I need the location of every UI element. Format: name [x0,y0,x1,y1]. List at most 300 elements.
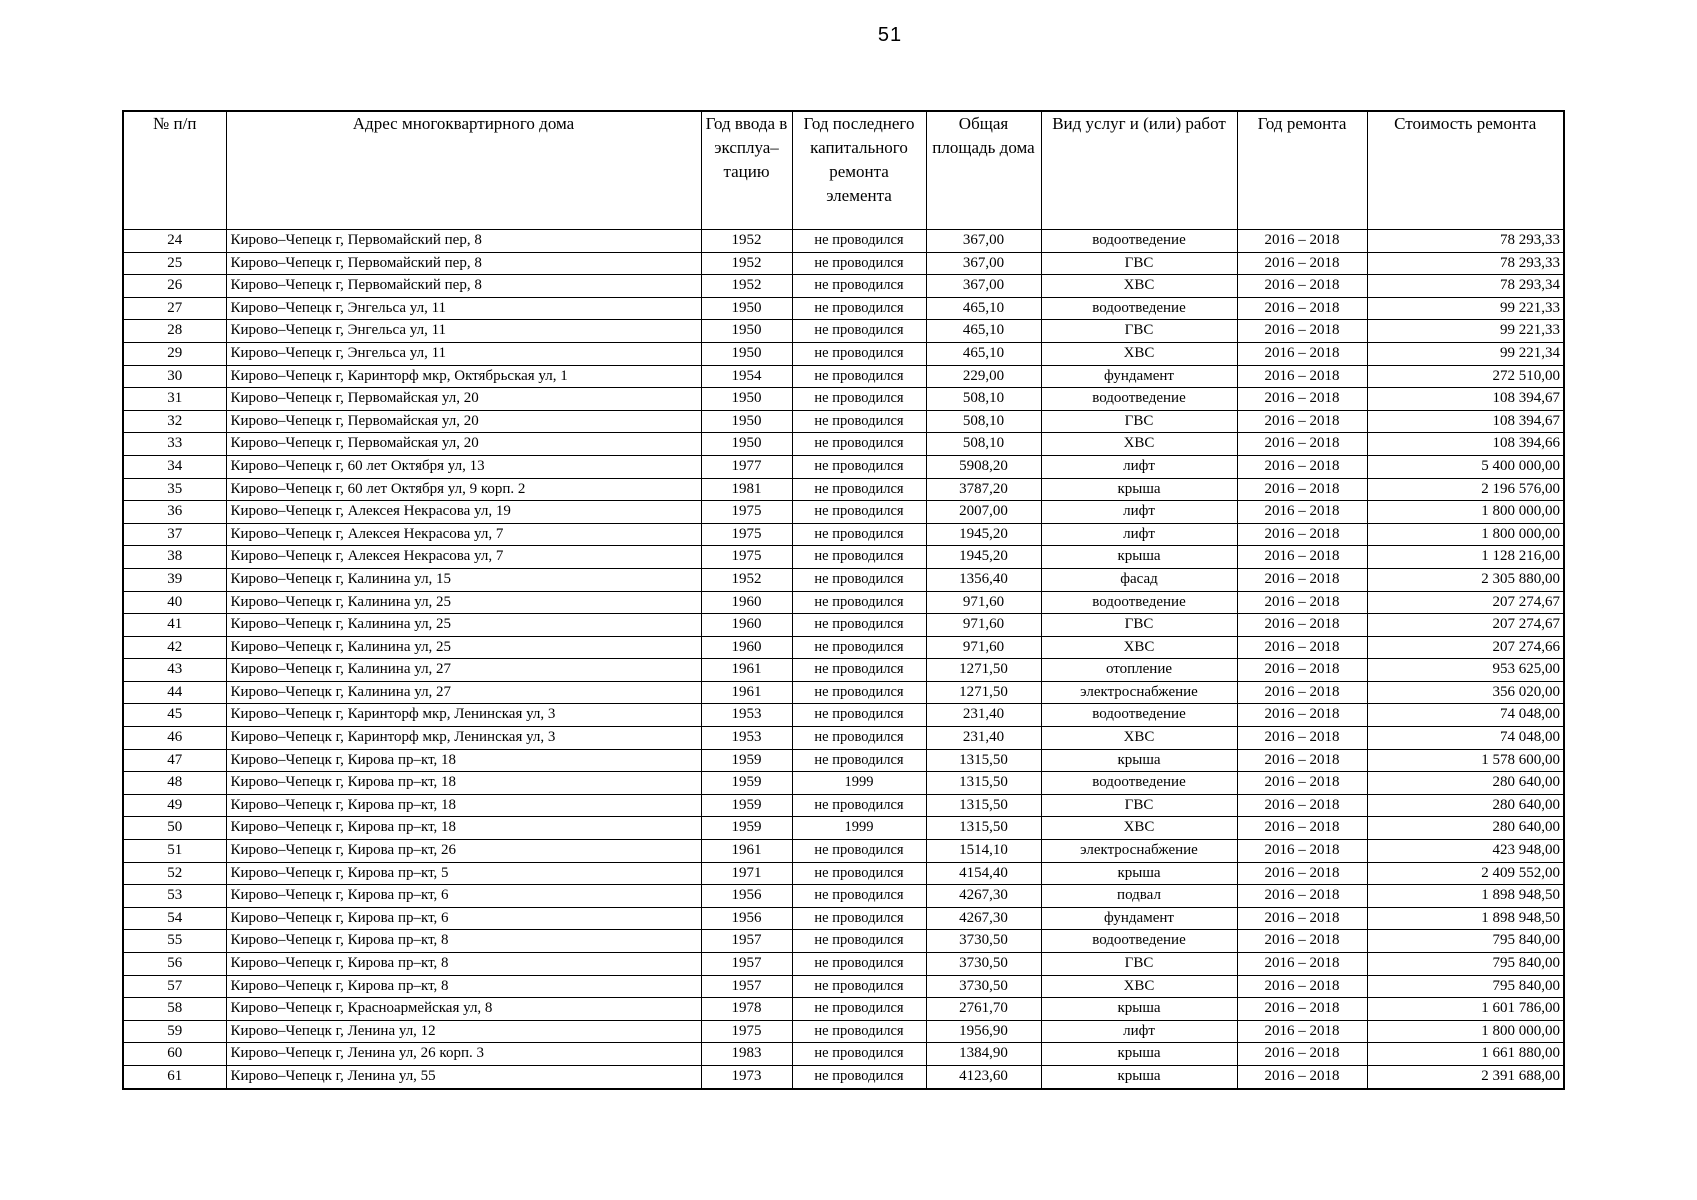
cell-address: Кирово–Чепецк г, Кирова пр–кт, 5 [226,862,701,885]
cell-year-built: 1973 [701,1065,792,1088]
cell-address: Кирово–Чепецк г, Кирова пр–кт, 18 [226,749,701,772]
table-row [123,749,1564,772]
table-row [123,636,1564,659]
table-row [123,433,1564,456]
cell-address: Кирово–Чепецк г, Ленина ул, 26 корп. 3 [226,1043,701,1066]
cell-service: крыша [1041,546,1237,569]
cell-last-repair: 1999 [792,772,926,795]
cell-area: 971,60 [926,614,1041,637]
cell-num: 53 [123,885,226,908]
cell-num: 29 [123,342,226,365]
cell-service: электроснабжение [1041,840,1237,863]
cell-cost: 207 274,67 [1367,614,1564,637]
cell-service: лифт [1041,501,1237,524]
cell-last-repair: не проводился [792,749,926,772]
cell-service: крыша [1041,862,1237,885]
cell-num: 36 [123,501,226,524]
cell-last-repair: 1999 [792,817,926,840]
cell-year-built: 1956 [701,907,792,930]
cell-service: крыша [1041,1065,1237,1088]
cell-cost: 795 840,00 [1367,930,1564,953]
cell-last-repair: не проводился [792,614,926,637]
cell-service: ХВС [1041,975,1237,998]
cell-cost: 108 394,67 [1367,410,1564,433]
cell-num: 61 [123,1065,226,1088]
cell-service: водоотведение [1041,772,1237,795]
cell-cost: 795 840,00 [1367,953,1564,976]
cell-repair-years: 2016 – 2018 [1237,772,1367,795]
table-row [123,455,1564,478]
cell-year-built: 1975 [701,501,792,524]
cell-area: 5908,20 [926,455,1041,478]
cell-year-built: 1957 [701,930,792,953]
cell-year-built: 1950 [701,297,792,320]
cell-address: Кирово–Чепецк г, Ленина ул, 55 [226,1065,701,1088]
cell-area: 4267,30 [926,885,1041,908]
cell-num: 48 [123,772,226,795]
header-row [123,111,1564,230]
cell-cost: 74 048,00 [1367,727,1564,750]
table-row [123,794,1564,817]
cell-area: 1956,90 [926,1020,1041,1043]
cell-address: Кирово–Чепецк г, 60 лет Октября ул, 13 [226,455,701,478]
cell-address: Кирово–Чепецк г, Калинина ул, 27 [226,659,701,682]
cell-cost: 2 409 552,00 [1367,862,1564,885]
cell-last-repair: не проводился [792,455,926,478]
cell-area: 367,00 [926,275,1041,298]
cell-num: 58 [123,998,226,1021]
cell-repair-years: 2016 – 2018 [1237,455,1367,478]
cell-area: 231,40 [926,727,1041,750]
cell-cost: 99 221,34 [1367,342,1564,365]
cell-area: 465,10 [926,320,1041,343]
cell-area: 971,60 [926,591,1041,614]
cell-last-repair: не проводился [792,794,926,817]
cell-address: Кирово–Чепецк г, Кирова пр–кт, 8 [226,975,701,998]
table-row [123,772,1564,795]
table-row [123,817,1564,840]
cell-service: ХВС [1041,275,1237,298]
cell-year-built: 1959 [701,817,792,840]
cell-repair-years: 2016 – 2018 [1237,727,1367,750]
cell-cost: 78 293,33 [1367,230,1564,253]
cell-last-repair: не проводился [792,953,926,976]
cell-service: лифт [1041,523,1237,546]
cell-address: Кирово–Чепецк г, Кирова пр–кт, 18 [226,772,701,795]
header-num: № п/п [123,111,226,230]
table-row [123,907,1564,930]
table-row [123,1065,1564,1088]
cell-num: 46 [123,727,226,750]
cell-address: Кирово–Чепецк г, Первомайский пер, 8 [226,252,701,275]
cell-area: 508,10 [926,433,1041,456]
cell-num: 51 [123,840,226,863]
cell-address: Кирово–Чепецк г, Кирова пр–кт, 6 [226,907,701,930]
cell-last-repair: не проводился [792,1020,926,1043]
cell-num: 57 [123,975,226,998]
cell-year-built: 1952 [701,252,792,275]
cell-num: 27 [123,297,226,320]
cell-last-repair: не проводился [792,546,926,569]
table-row [123,523,1564,546]
cell-repair-years: 2016 – 2018 [1237,568,1367,591]
cell-service: водоотведение [1041,230,1237,253]
cell-service: крыша [1041,998,1237,1021]
cell-address: Кирово–Чепецк г, Красноармейская ул, 8 [226,998,701,1021]
cell-year-built: 1959 [701,749,792,772]
table-row [123,388,1564,411]
header-area: Общая площадь дома [926,111,1041,230]
cell-area: 1315,50 [926,749,1041,772]
cell-num: 38 [123,546,226,569]
cell-repair-years: 2016 – 2018 [1237,1065,1367,1088]
table-row [123,930,1564,953]
header-last-repair: Год последнего капитального ремонта элемента [792,111,926,230]
cell-cost: 1 601 786,00 [1367,998,1564,1021]
cell-service: электроснабжение [1041,681,1237,704]
cell-area: 1514,10 [926,840,1041,863]
cell-repair-years: 2016 – 2018 [1237,907,1367,930]
cell-year-built: 1977 [701,455,792,478]
cell-service: лифт [1041,1020,1237,1043]
cell-year-built: 1961 [701,681,792,704]
cell-year-built: 1954 [701,365,792,388]
cell-area: 367,00 [926,252,1041,275]
cell-service: ГВС [1041,320,1237,343]
cell-service: ХВС [1041,817,1237,840]
cell-repair-years: 2016 – 2018 [1237,681,1367,704]
cell-repair-years: 2016 – 2018 [1237,1043,1367,1066]
cell-num: 26 [123,275,226,298]
table-row [123,1043,1564,1066]
cell-service: ГВС [1041,410,1237,433]
cell-repair-years: 2016 – 2018 [1237,523,1367,546]
cell-service: ГВС [1041,614,1237,637]
cell-year-built: 1957 [701,975,792,998]
cell-year-built: 1960 [701,591,792,614]
cell-last-repair: не проводился [792,478,926,501]
cell-address: Кирово–Чепецк г, Кирова пр–кт, 6 [226,885,701,908]
cell-address: Кирово–Чепецк г, Первомайская ул, 20 [226,433,701,456]
cell-year-built: 1957 [701,953,792,976]
cell-cost: 272 510,00 [1367,365,1564,388]
cell-last-repair: не проводился [792,704,926,727]
cell-num: 43 [123,659,226,682]
cell-last-repair: не проводился [792,365,926,388]
cell-cost: 108 394,66 [1367,433,1564,456]
cell-year-built: 1950 [701,410,792,433]
cell-year-built: 1952 [701,275,792,298]
cell-cost: 953 625,00 [1367,659,1564,682]
cell-num: 39 [123,568,226,591]
cell-area: 3730,50 [926,930,1041,953]
cell-repair-years: 2016 – 2018 [1237,433,1367,456]
cell-cost: 1 128 216,00 [1367,546,1564,569]
cell-cost: 99 221,33 [1367,297,1564,320]
cell-service: крыша [1041,749,1237,772]
cell-num: 55 [123,930,226,953]
cell-service: фундамент [1041,365,1237,388]
cell-repair-years: 2016 – 2018 [1237,659,1367,682]
page-number: 51 [877,24,903,46]
cell-repair-years: 2016 – 2018 [1237,840,1367,863]
cell-year-built: 1959 [701,772,792,795]
cell-num: 33 [123,433,226,456]
cell-cost: 78 293,34 [1367,275,1564,298]
cell-repair-years: 2016 – 2018 [1237,614,1367,637]
cell-year-built: 1950 [701,342,792,365]
cell-last-repair: не проводился [792,1065,926,1088]
cell-service: ХВС [1041,727,1237,750]
cell-service: водоотведение [1041,297,1237,320]
table-body [123,230,1564,1089]
cell-repair-years: 2016 – 2018 [1237,930,1367,953]
cell-last-repair: не проводился [792,862,926,885]
cell-repair-years: 2016 – 2018 [1237,252,1367,275]
cell-last-repair: не проводился [792,388,926,411]
cell-last-repair: не проводился [792,230,926,253]
cell-area: 4123,60 [926,1065,1041,1088]
cell-address: Кирово–Чепецк г, Первомайская ул, 20 [226,410,701,433]
table-row [123,727,1564,750]
cell-area: 1945,20 [926,546,1041,569]
cell-last-repair: не проводился [792,636,926,659]
table-row [123,704,1564,727]
cell-cost: 2 196 576,00 [1367,478,1564,501]
cell-area: 1315,50 [926,817,1041,840]
cell-area: 3787,20 [926,478,1041,501]
cell-num: 31 [123,388,226,411]
cell-area: 4267,30 [926,907,1041,930]
cell-year-built: 1971 [701,862,792,885]
cell-num: 30 [123,365,226,388]
table-row [123,252,1564,275]
cell-cost: 1 898 948,50 [1367,885,1564,908]
cell-year-built: 1956 [701,885,792,908]
cell-repair-years: 2016 – 2018 [1237,953,1367,976]
cell-address: Кирово–Чепецк г, Алексея Некрасова ул, 7 [226,523,701,546]
cell-num: 49 [123,794,226,817]
cell-service: фасад [1041,568,1237,591]
cell-service: водоотведение [1041,591,1237,614]
cell-area: 1271,50 [926,681,1041,704]
cell-service: отопление [1041,659,1237,682]
table-row [123,342,1564,365]
cell-cost: 207 274,67 [1367,591,1564,614]
table-row [123,998,1564,1021]
cell-num: 47 [123,749,226,772]
cell-cost: 280 640,00 [1367,772,1564,795]
table-row [123,365,1564,388]
table-row [123,230,1564,253]
cell-area: 367,00 [926,230,1041,253]
cell-num: 32 [123,410,226,433]
cell-service: фундамент [1041,907,1237,930]
cell-cost: 1 898 948,50 [1367,907,1564,930]
cell-num: 28 [123,320,226,343]
table-row [123,975,1564,998]
cell-num: 45 [123,704,226,727]
cell-repair-years: 2016 – 2018 [1237,342,1367,365]
cell-last-repair: не проводился [792,297,926,320]
cell-repair-years: 2016 – 2018 [1237,365,1367,388]
cell-last-repair: не проводился [792,275,926,298]
header-service: Вид услуг и (или) работ [1041,111,1237,230]
table-row [123,410,1564,433]
table-row [123,478,1564,501]
table-row [123,568,1564,591]
cell-num: 56 [123,953,226,976]
cell-year-built: 1978 [701,998,792,1021]
cell-cost: 2 391 688,00 [1367,1065,1564,1088]
cell-num: 54 [123,907,226,930]
cell-address: Кирово–Чепецк г, Калинина ул, 27 [226,681,701,704]
cell-cost: 74 048,00 [1367,704,1564,727]
cell-area: 3730,50 [926,953,1041,976]
cell-area: 2761,70 [926,998,1041,1021]
cell-cost: 1 661 880,00 [1367,1043,1564,1066]
cell-year-built: 1952 [701,230,792,253]
cell-last-repair: не проводился [792,320,926,343]
cell-repair-years: 2016 – 2018 [1237,546,1367,569]
cell-service: водоотведение [1041,930,1237,953]
cell-address: Кирово–Чепецк г, Первомайский пер, 8 [226,230,701,253]
cell-last-repair: не проводился [792,998,926,1021]
cell-area: 4154,40 [926,862,1041,885]
cell-repair-years: 2016 – 2018 [1237,297,1367,320]
table-row [123,681,1564,704]
cell-cost: 99 221,33 [1367,320,1564,343]
cell-year-built: 1981 [701,478,792,501]
cell-num: 44 [123,681,226,704]
cell-service: ХВС [1041,342,1237,365]
cell-area: 508,10 [926,388,1041,411]
cell-area: 508,10 [926,410,1041,433]
cell-year-built: 1975 [701,546,792,569]
cell-last-repair: не проводился [792,410,926,433]
cell-cost: 108 394,67 [1367,388,1564,411]
cell-num: 24 [123,230,226,253]
table-row [123,546,1564,569]
cell-year-built: 1983 [701,1043,792,1066]
cell-num: 60 [123,1043,226,1066]
cell-repair-years: 2016 – 2018 [1237,410,1367,433]
cell-num: 25 [123,252,226,275]
cell-year-built: 1952 [701,568,792,591]
cell-last-repair: не проводился [792,591,926,614]
cell-service: водоотведение [1041,704,1237,727]
cell-address: Кирово–Чепецк г, Алексея Некрасова ул, 19 [226,501,701,524]
cell-last-repair: не проводился [792,501,926,524]
cell-service: ГВС [1041,794,1237,817]
cell-repair-years: 2016 – 2018 [1237,817,1367,840]
cell-address: Кирово–Чепецк г, Алексея Некрасова ул, 7 [226,546,701,569]
cell-service: ХВС [1041,433,1237,456]
cell-last-repair: не проводился [792,568,926,591]
cell-cost: 356 020,00 [1367,681,1564,704]
header-repair-years: Год ремонта [1237,111,1367,230]
cell-year-built: 1960 [701,614,792,637]
cell-area: 1271,50 [926,659,1041,682]
table-row [123,614,1564,637]
cell-cost: 280 640,00 [1367,794,1564,817]
cell-address: Кирово–Чепецк г, Кирова пр–кт, 18 [226,794,701,817]
cell-area: 1315,50 [926,772,1041,795]
table-row [123,501,1564,524]
cell-address: Кирово–Чепецк г, Кирова пр–кт, 8 [226,930,701,953]
cell-area: 3730,50 [926,975,1041,998]
cell-num: 34 [123,455,226,478]
cell-service: водоотведение [1041,388,1237,411]
cell-cost: 78 293,33 [1367,252,1564,275]
cell-last-repair: не проводился [792,659,926,682]
cell-cost: 1 578 600,00 [1367,749,1564,772]
cell-last-repair: не проводился [792,840,926,863]
cell-address: Кирово–Чепецк г, Калинина ул, 25 [226,636,701,659]
cell-address: Кирово–Чепецк г, Ленина ул, 12 [226,1020,701,1043]
cell-area: 465,10 [926,342,1041,365]
cell-service: ГВС [1041,953,1237,976]
cell-area: 465,10 [926,297,1041,320]
cell-repair-years: 2016 – 2018 [1237,704,1367,727]
cell-area: 2007,00 [926,501,1041,524]
cell-address: Кирово–Чепецк г, Каринторф мкр, Ленинская ул, 3 [226,704,701,727]
cell-address: Кирово–Чепецк г, Калинина ул, 25 [226,591,701,614]
cell-repair-years: 2016 – 2018 [1237,275,1367,298]
table-row [123,862,1564,885]
cell-repair-years: 2016 – 2018 [1237,862,1367,885]
cell-num: 42 [123,636,226,659]
cell-repair-years: 2016 – 2018 [1237,501,1367,524]
cell-address: Кирово–Чепецк г, Калинина ул, 25 [226,614,701,637]
header-address: Адрес многоквартирного дома [226,111,701,230]
cell-address: Кирово–Чепецк г, Калинина ул, 15 [226,568,701,591]
cell-year-built: 1950 [701,388,792,411]
cell-service: лифт [1041,455,1237,478]
table-row [123,885,1564,908]
cell-area: 971,60 [926,636,1041,659]
cell-last-repair: не проводился [792,433,926,456]
cell-service: крыша [1041,478,1237,501]
cell-last-repair: не проводился [792,975,926,998]
cell-cost: 795 840,00 [1367,975,1564,998]
cell-num: 35 [123,478,226,501]
cell-year-built: 1950 [701,320,792,343]
cell-area: 1315,50 [926,794,1041,817]
cell-repair-years: 2016 – 2018 [1237,1020,1367,1043]
cell-year-built: 1953 [701,727,792,750]
cell-repair-years: 2016 – 2018 [1237,320,1367,343]
cell-address: Кирово–Чепецк г, Кирова пр–кт, 8 [226,953,701,976]
cell-area: 231,40 [926,704,1041,727]
table-row [123,953,1564,976]
cell-num: 40 [123,591,226,614]
cell-year-built: 1975 [701,1020,792,1043]
cell-last-repair: не проводился [792,342,926,365]
cell-num: 50 [123,817,226,840]
cell-num: 37 [123,523,226,546]
table-row [123,320,1564,343]
cell-service: ХВС [1041,636,1237,659]
cell-cost: 280 640,00 [1367,817,1564,840]
cell-last-repair: не проводился [792,727,926,750]
cell-area: 1384,90 [926,1043,1041,1066]
cell-address: Кирово–Чепецк г, Энгельса ул, 11 [226,320,701,343]
cell-address: Кирово–Чепецк г, Каринторф мкр, Ленинская ул, 3 [226,727,701,750]
cell-address: Кирово–Чепецк г, Энгельса ул, 11 [226,297,701,320]
cell-cost: 1 800 000,00 [1367,1020,1564,1043]
cell-year-built: 1950 [701,433,792,456]
